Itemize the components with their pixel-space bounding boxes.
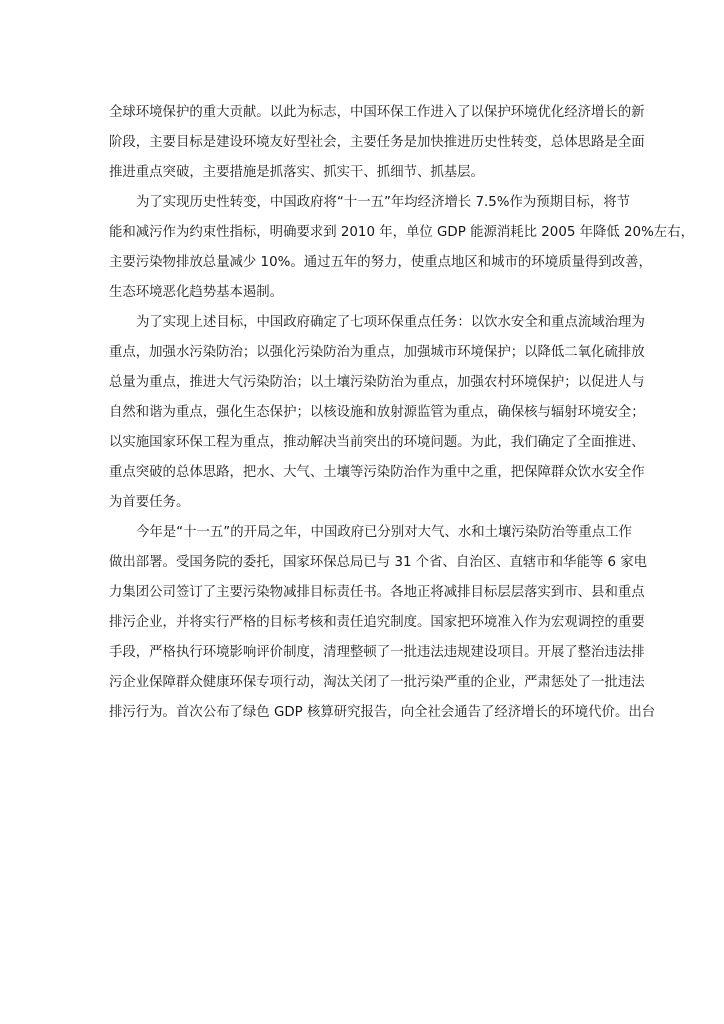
text-line: 为首要任务。 xyxy=(109,495,190,510)
text-line: 推进重点突破，主要措施是抓落实、抓实干、抓细节、抓基层。 xyxy=(109,165,484,180)
text-line: 自然和谐为重点，强化生态保护；以核设施和放射源监管为重点，确保核与辐射环境安全； xyxy=(109,405,645,420)
text-line: 以实施国家环保工程为重点，推动解决当前突出的环境问题。为此，我们确定了全面推进、 xyxy=(109,435,645,450)
text-line: 主要污染物排放总量减少 10%。通过五年的努力，使重点地区和城市的环境质量得到改善， xyxy=(109,255,652,270)
text-line: 重点突破的总体思路，把水、大气、土壤等污染防治作为重中之重，把保障群众饮水安全作 xyxy=(109,465,645,480)
text-line: 总量为重点，推进大气污染防治；以土壤污染防治为重点，加强农村环境保护；以促进人与 xyxy=(109,375,645,390)
text-line: 排污行为。首次公布了绿色 GDP 核算研究报告，向全社会通告了经济增长的环境代价。出台 xyxy=(109,705,656,720)
text-line: 全球环境保护的重大贡献。以此为标志，中国环保工作进入了以保护环境优化经济增长的新 xyxy=(109,105,645,120)
document-body xyxy=(109,98,694,728)
paragraph-2 xyxy=(109,188,694,308)
text-line: 生态环境恶化趋势基本遏制。 xyxy=(109,285,284,300)
text-line: 能和减污作为约束性指标，明确要求到 2010 年，单位 GDP 能源消耗比 2005 年降低 20%左右， xyxy=(109,225,694,240)
paragraph-4 xyxy=(109,518,656,728)
paragraph-1 xyxy=(109,98,645,188)
text-line: 为了实现历史性转变，中国政府将“十一五”年均经济增长 7.5%作为预期目标，将节 xyxy=(136,195,631,210)
text-line: 做出部署。受国务院的委托，国家环保总局已与 31 个省、自治区、直辖市和华能等 6 家电 xyxy=(109,555,648,570)
text-line: 为了实现上述目标，中国政府确定了七项环保重点任务：以饮水安全和重点流域治理为 xyxy=(136,315,645,330)
text-line: 重点，加强水污染防治；以强化污染防治为重点，加强城市环境保护；以降低二氧化硫排放 xyxy=(109,345,645,360)
text-line: 污企业保障群众健康环保专项行动，淘汰关闭了一批污染严重的企业，严肃惩处了一批违法 xyxy=(109,675,645,690)
text-line: 阶段，主要目标是建设环境友好型社会，主要任务是加快推进历史性转变，总体思路是全面 xyxy=(109,135,645,150)
text-line: 力集团公司签订了主要污染物减排目标责任书。各地正将减排目标层层落实到市、县和重点 xyxy=(109,585,645,600)
text-line: 今年是“十一五”的开局之年，中国政府已分别对大气、水和土壤污染防治等重点工作 xyxy=(136,525,632,540)
text-line: 手段，严格执行环境影响评价制度，清理整顿了一批违法违规建设项目。开展了整治违法排 xyxy=(109,645,645,660)
paragraph-3 xyxy=(109,308,645,518)
text-line: 排污企业，并将实行严格的目标考核和责任追究制度。国家把环境准入作为宏观调控的重要 xyxy=(109,615,645,630)
